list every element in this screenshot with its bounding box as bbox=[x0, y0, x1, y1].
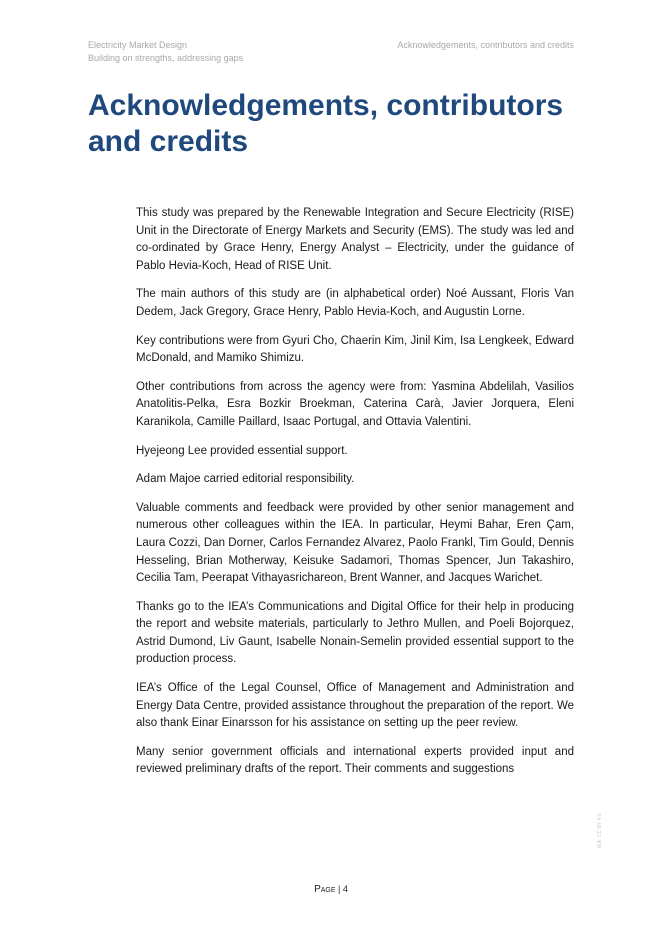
paragraph: The main authors of this study are (in alphabetical order) Noé Aussant, Floris Van Dedem, Jack Gregory, Grace Henry, Pablo Hevia-Koch, and Augustin Lorne. bbox=[136, 288, 574, 318]
license-watermark: IEA. CC BY 4.0. bbox=[597, 812, 603, 848]
paragraph: IEA’s Office of the Legal Counsel, Office of Management and Administration and Energy Data Centre, provided assistance throughout the preparation of the report. We also thank Einar Einarsson for his assistance on setting up the peer review. bbox=[136, 682, 574, 730]
page-number: 4 bbox=[342, 884, 348, 894]
paragraph: Adam Majoe carried editorial responsibility. bbox=[136, 473, 355, 486]
paragraph: This study was prepared by the Renewable Integration and Secure Electricity (RISE) Unit in the Directorate of Energy Markets and Security (EMS). The study was led and co-ordinated by Grace Henry, Energy Analyst – Electricity, under the guidance of Pablo Hevia-Koch, Head of RISE Unit. bbox=[136, 207, 574, 272]
paragraph: Thanks go to the IEA’s Communications and Digital Office for their help in producing the report and website materials, particularly to Jethro Mullen, and Poeli Bojorquez, Astrid Dumond, Liv Gaunt, Isabelle Nonain-Semelin provided essential support to the production process. bbox=[136, 600, 574, 666]
paragraph: Key contributions were from Gyuri Cho, Chaerin Kim, Jinil Kim, Isa Lengkeek, Edward McDonald, and Mamiko Shimizu. bbox=[136, 334, 574, 365]
paragraph: Hyejeong Lee provided essential support. bbox=[136, 444, 348, 457]
page-title: Acknowledgements, contributors and credits bbox=[88, 89, 564, 158]
paragraph: Valuable comments and feedback were provided by other senior management and numerous other colleagues within the IEA. In particular, Heymi Bahar, Eren Çam, Laura Cozzi, Dan Dorner, Carlos Fernandez Alvarez, Paolo Frankl, Tim Gould, Dennis Hesseling, Brian Motherway, Keisuke Sadamori, Thomas Spencer, Jun Takashiro, Cecilia Tam, Peerapat Vithayasrichareon, Brent Wanner, and Jacques Warichet. bbox=[136, 501, 574, 585]
page-label: Page bbox=[314, 884, 336, 895]
body-text bbox=[136, 205, 574, 790]
paragraph: Other contributions from across the agency were from: Yasmina Abdelilah, Vasilios Anatolitis-Pelka, Esra Bozkir Broekman, Caterina Carà, Javier Jorquera, Eleni Karanikola, Camille Paillard, Isaac Portugal, and Ottavia Valentini. bbox=[136, 380, 574, 428]
page-separator: | bbox=[338, 884, 341, 894]
running-header-section: Acknowledgements, contributors and credits bbox=[397, 40, 574, 50]
report-subtitle: Building on strengths, addressing gaps bbox=[88, 52, 244, 63]
page-footer bbox=[0, 884, 662, 895]
report-title: Electricity Market Design bbox=[88, 40, 188, 50]
paragraph: Many senior government officials and international experts provided input and reviewed preliminary drafts of the report. Their comments and suggestions bbox=[136, 745, 574, 776]
running-header-left bbox=[88, 39, 243, 64]
